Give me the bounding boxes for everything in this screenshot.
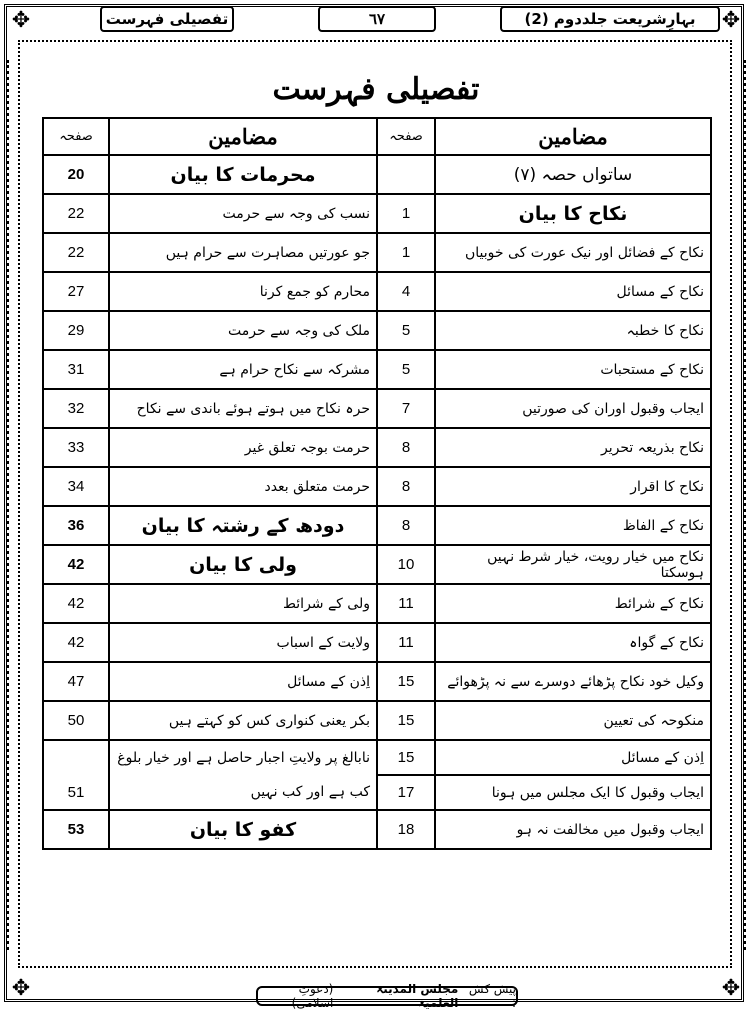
section-label: تفصیلی فہرست (100, 6, 234, 32)
corner-ornament-icon: ✥ (11, 976, 31, 1001)
footer-publisher: مجلس المدینۃ العلمیۃ (376, 982, 459, 1010)
toc-entry-page: 15 (377, 740, 435, 775)
toc-entry-page: 18 (377, 810, 435, 849)
toc-entry-title[interactable]: اِذن کے مسائل (435, 740, 711, 775)
toc-entry-page: 15 (377, 662, 435, 701)
toc-entry-title[interactable]: ملک کی وجہ سے حرمت (109, 311, 377, 350)
toc-section-heading[interactable]: کفو کا بیان (109, 810, 377, 849)
toc-entry-title[interactable]: نکاح کے مسائل (435, 272, 711, 311)
right-ornament-rail (733, 60, 746, 950)
toc-entry-page: 8 (377, 428, 435, 467)
toc-section-heading[interactable]: ولی کا بیان (109, 545, 377, 584)
toc-entry-title[interactable]: بکر یعنی کنواری کس کو کہتے ہیں (109, 701, 377, 740)
toc-entry-title[interactable]: ساتواں حصہ (٧) (435, 155, 711, 194)
table-row (43, 506, 711, 545)
table-header-row (43, 118, 711, 155)
toc-entry-title[interactable]: نکاح کے گواہ (435, 623, 711, 662)
toc-entry-line: کب ہے اور کب نہیں (250, 784, 370, 800)
toc-entry-page: 29 (43, 311, 109, 350)
toc-entry-title[interactable]: نکاح کے مستحبات (435, 350, 711, 389)
page-number: ٦٧ (318, 6, 436, 32)
table-row (43, 311, 711, 350)
toc-entry-title[interactable]: ایجاب وقبول کا ایک مجلس میں ہونا (435, 775, 711, 810)
toc-entry-page (377, 155, 435, 194)
toc-entry-page: 51 (43, 740, 109, 810)
page-title: تفصیلی فہرست (272, 72, 480, 107)
toc-entry-title[interactable]: وکیل خود نکاح پڑھائے دوسرے سے نہ پڑھوائے (435, 662, 711, 701)
toc-entry-page: 5 (377, 311, 435, 350)
table-row (43, 350, 711, 389)
toc-entry-page: 31 (43, 350, 109, 389)
toc-entry-title[interactable]: نکاح میں خیار رویت، خیار شرط نہیں ہوسکتا (435, 545, 711, 584)
toc-entry-page: 42 (43, 584, 109, 623)
toc-entry-page: 11 (377, 584, 435, 623)
toc-entry-title[interactable]: ولی کے شرائط (109, 584, 377, 623)
toc-entry-title[interactable]: اِذن کے مسائل (109, 662, 377, 701)
toc-entry-page: 47 (43, 662, 109, 701)
toc-entry-title[interactable]: حرہ نکاح میں ہوتے ہوئے باندی سے نکاح (109, 389, 377, 428)
toc-entry-page: 42 (43, 545, 109, 584)
toc-entry-page: 36 (43, 506, 109, 545)
table-row (43, 155, 711, 194)
toc-entry-title[interactable]: حرمت متعلق بعدد (109, 467, 377, 506)
toc-entry-line: نابالغ پر ولایتِ اجبار حاصل ہے اور خیار بلوغ (117, 750, 370, 766)
toc-entry-page: 33 (43, 428, 109, 467)
table-row (43, 467, 711, 506)
toc-entry-title[interactable]: حرمت بوجہ تعلق غیر (109, 428, 377, 467)
toc-entry-title[interactable]: نکاح کے الفاظ (435, 506, 711, 545)
toc-entry-page: 10 (377, 545, 435, 584)
table-row (43, 389, 711, 428)
toc-entry-page: 32 (43, 389, 109, 428)
toc-entry-page: 7 (377, 389, 435, 428)
toc-entry-title[interactable]: نکاح کے فضائل اور نیک عورت کی خوبیاں (435, 233, 711, 272)
footer-prefix: پیش کش : (468, 982, 516, 1010)
toc-entry-page: 1 (377, 233, 435, 272)
toc-entry-title[interactable]: محارم کو جمع کرنا (109, 272, 377, 311)
toc-entry-page: 50 (43, 701, 109, 740)
toc-entry-title-multiline[interactable] (109, 740, 377, 810)
table-row-merged (43, 740, 711, 775)
table-row (43, 545, 711, 584)
header-left-page: صفحہ (43, 118, 109, 155)
toc-entry-title[interactable]: ایجاب وقبول میں مخالفت نہ ہو (435, 810, 711, 849)
toc-section-heading[interactable]: دودھ کے رشتہ کا بیان (109, 506, 377, 545)
toc-entry-page: 5 (377, 350, 435, 389)
toc-entry-title[interactable]: نکاح کا اقرار (435, 467, 711, 506)
toc-entry-title[interactable]: مشرکہ سے نکاح حرام ہے (109, 350, 377, 389)
toc-entry-page: 4 (377, 272, 435, 311)
toc-entry-page: 8 (377, 467, 435, 506)
toc-entry-page: 27 (43, 272, 109, 311)
toc-entry-title[interactable]: نکاح کے شرائط (435, 584, 711, 623)
toc-table (42, 117, 712, 850)
toc-entry-page: 20 (43, 155, 109, 194)
table-row (43, 623, 711, 662)
toc-entry-page: 1 (377, 194, 435, 233)
table-row (43, 810, 711, 849)
table-row (43, 233, 711, 272)
toc-section-heading[interactable]: محرمات کا بیان (109, 155, 377, 194)
toc-entry-title[interactable]: منکوحہ کی تعیین (435, 701, 711, 740)
toc-entry-title[interactable]: ایجاب وقبول اوران کی صورتیں (435, 389, 711, 428)
header-right-topics: مضامین (435, 118, 711, 155)
table-row (43, 662, 711, 701)
toc-entry-page: 53 (43, 810, 109, 849)
table-row (43, 584, 711, 623)
toc-entry-title[interactable]: نکاح بذریعہ تحریر (435, 428, 711, 467)
toc-entry-page: 22 (43, 233, 109, 272)
toc-entry-title[interactable]: نکاح کا خطبہ (435, 311, 711, 350)
toc-entry-page: 8 (377, 506, 435, 545)
toc-entry-page: 22 (43, 194, 109, 233)
table-row (43, 428, 711, 467)
publisher-footer (256, 982, 518, 1010)
book-title: بہارِشریعت جلددوم (2) (500, 6, 720, 32)
corner-ornament-icon: ✥ (721, 976, 741, 1001)
toc-entry-page: 42 (43, 623, 109, 662)
header-right-page: صفحہ (377, 118, 435, 155)
corner-ornament-icon: ✥ (11, 8, 31, 33)
toc-section-heading[interactable]: نکاح کا بیان (435, 194, 711, 233)
toc-entry-title[interactable]: ولایت کے اسباب (109, 623, 377, 662)
footer-suffix: (دعوتِ اسلامی) (291, 982, 334, 1010)
toc-entry-page: 11 (377, 623, 435, 662)
table-row (43, 272, 711, 311)
toc-entry-page: 15 (377, 701, 435, 740)
toc-entry-page: 34 (43, 467, 109, 506)
toc-entry-page: 17 (377, 775, 435, 810)
toc-entry-title[interactable]: جو عورتیں مصاہرت سے حرام ہیں (109, 233, 377, 272)
table-row (43, 194, 711, 233)
corner-ornament-icon: ✥ (721, 8, 741, 33)
table-row (43, 701, 711, 740)
header-left-topics: مضامین (109, 118, 377, 155)
toc-entry-title[interactable]: نسب کی وجہ سے حرمت (109, 194, 377, 233)
